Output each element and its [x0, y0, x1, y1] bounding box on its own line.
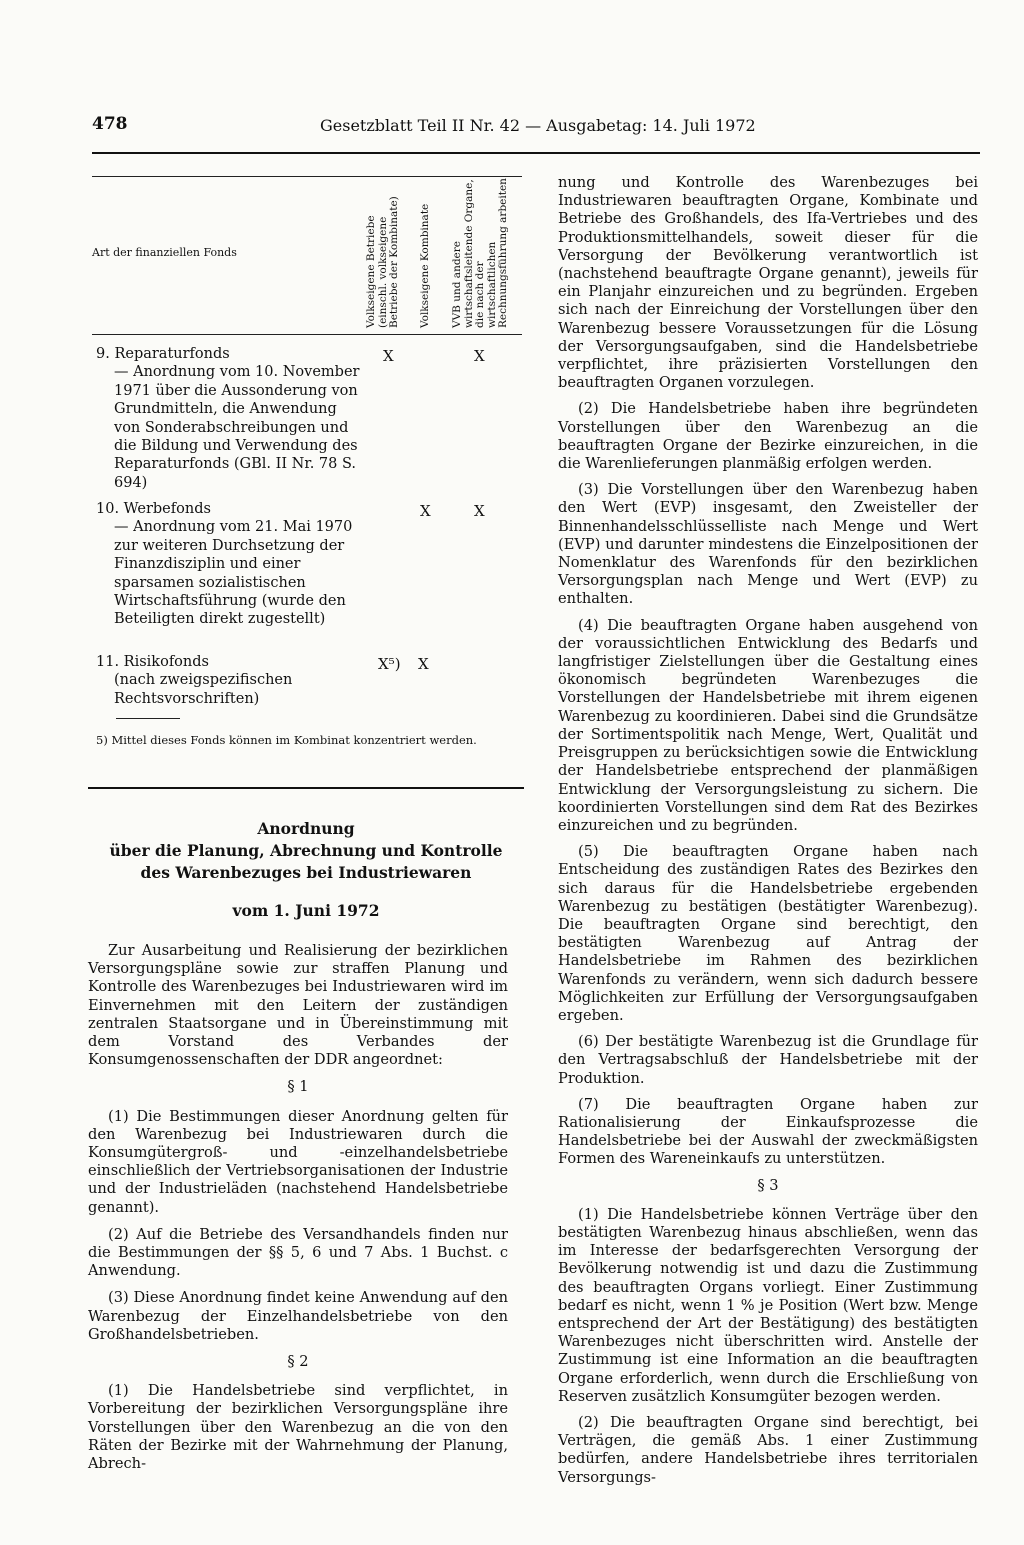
paragraph: (1) Die Handelsbetriebe können Verträge über den bestätigten Warenbezug hinaus abschließen, wenn das im Interesse der bedarfsgerechten Versorgung der Bevölkerung notwendig ist und dazu die Zustimmung des beauftragten Organs vorliegt. Einer Zustimmung bedarf es nicht, wenn 1 % je Position (Wert bzw. Menge entsprechend der Art der Bestätigung) des bestätigten Warenbezuges nicht überschritten wird. Anstelle der Zustimmung ist eine Information an die beauftragten Organe erforderlich, wenn durch die Erschließung von Reserven zusätzlich Konsumgüter bezogen werden.	[558, 1205, 978, 1405]
decree-title: Anordnung über die Planung, Abrechnung und Kontrolle des Warenbezuges bei Industriewaren	[109, 819, 503, 882]
table-mid-rule	[92, 334, 522, 335]
row-name: 11. Risikofonds	[96, 654, 209, 670]
paragraph: (3) Die Vorstellungen über den Warenbezug haben den Wert (EVP) insgesamt, den Zweisteller der Binnenhandelsschlüsselliste nach Menge und Wert (EVP) und darunter mindestens die Einzelpositionen der Nomenklatur des Warenfonds für den bezirklichen Versorgungsplan nach Menge und Wert (EVP) zu enthalten.	[558, 481, 978, 608]
paragraph: nung und Kontrolle des Warenbezuges bei Industriewaren beauftragten Organe, Kombinate und Betriebe des Großhandels, des Ifa-Vertriebes und des Produktionsmittelhandels, soweit dieser für die Versorgung der Bevölkerung verantwortlich ist (nachstehend beauftragte Organe genannt), jeweils für ein Planjahr einzureichen und zu begründen. Ergeben sich nach der Einreichung der Vorstellungen über den Warenbezug bessere Voraussetzungen für die Lösung der Versorgungsaufgaben, sind die Handelsbetriebe verpflichtet, ihre präzisierten Vorstellungen den beauftragten Organen vorzulegen.	[558, 174, 978, 392]
row-mark: X	[418, 655, 429, 673]
table-row	[96, 653, 366, 708]
paragraph: (2) Die beauftragten Organe sind berechtigt, bei Verträgen, die gemäß Abs. 1 einer Zustimmung bedürfen, andere Handelsbetriebe ihres territorialen Versorgungs-	[558, 1414, 978, 1486]
paragraph: (7) Die beauftragten Organe haben zur Rationalisierung der Einkaufsprozesse die Handelsbetriebe bei der Auswahl der zweckmäßigsten Formen des Wareneinkaufs zu unterstützen.	[558, 1095, 978, 1168]
paragraph: (4) Die beauftragten Organe haben ausgehend von der voraussichtlichen Entwicklung des Bedarfs und langfristiger Zielstellungen über die Gestaltung eines ökonomisch begründeten Warenbezuges die Vorstellungen der Handelsbetriebe mit ihrem eigenen Warenbezug zu koordinieren. Dabei sind die Grundsätze der Sortimentspolitik nach Menge, Wert, Qualität und Preisgruppen zu berücksichtigen sowie die Entwicklung der Handelsbetriebe entsprechend der planmäßigen Entwicklung der Versorgungsleistung zu sichern. Die koordinierten Vorstellungen sind dem Rat des Bezirkes einzureichen und zu begründen.	[558, 616, 978, 834]
row-mark: X	[420, 502, 431, 520]
paragraph: (2) Auf die Betriebe des Versandhandels finden nur die Bestimmungen der §§ 5, 6 und 7 Abs. 1 Buchst. c Anwendung.	[88, 1225, 508, 1280]
row-name: 9. Reparaturfonds	[96, 346, 230, 362]
column-header-3: VVB und andere wirtschaftsleitende Organe, die nach der wirtschaftlichen Rechnungsführung arbeiten	[451, 178, 509, 328]
table-top-rule	[92, 176, 522, 177]
row-detail: — Anordnung vom 21. Mai 1970 zur weiteren Durchsetzung der Finanzdisziplin und einer sparsamen sozialistischen Wirtschaftsführung (wurde den Beteiligten direkt zugestellt)	[114, 519, 353, 628]
paragraph: (5) Die beauftragten Organe haben nach Entscheidung des zuständigen Rates des Bezirkes den sich daraus für die Handelsbetriebe ergebenden Warenbezug zu bestätigen (bestätigter Warenbezug). Die beauftragten Organe sind berechtigt, den bestätigten Warenbezug auf Antrag der Handelsbetriebe im Rahmen des bezirklichen Warenfonds zu verändern, wenn sich dadurch bessere Möglichkeiten zur Erfüllung der Versorgungsaufgaben ergeben.	[558, 843, 978, 1024]
section-heading: § 1	[287, 1078, 309, 1096]
table-row	[96, 500, 366, 629]
section-rule	[88, 787, 524, 789]
section-heading: § 3	[757, 1176, 779, 1194]
page-header-title: Gesetzblatt Teil II Nr. 42 — Ausgabetag: 14. Juli 1972	[320, 116, 756, 135]
row-detail: (nach zweigspezifischen Rechtsvorschriften)	[114, 672, 293, 707]
paragraph: Zur Ausarbeitung und Realisierung der bezirklichen Versorgungspläne sowie zur straffen Planung und Kontrolle des Warenbezuges bei Industriewaren wird im Einvernehmen mit den Leitern der zuständigen zentralen Staatsorgane und in Übereinstimmung mit dem Vorstand des Verbandes der Konsumgenossenschaften der DDR angeordnet:	[88, 942, 508, 1069]
row-mark: X⁵)	[378, 655, 401, 673]
left-column-body	[88, 942, 508, 1482]
paragraph: (2) Die Handelsbetriebe haben ihre begründeten Vorstellungen über den Warenbezug an die beauftragten Organe der Bezirke einzureichen, in die die Warenlieferungen planmäßig erfolgen werden.	[558, 400, 978, 473]
column-header-2: Volkseigene Kombinate	[419, 203, 431, 328]
header-rule	[92, 152, 980, 154]
page-number: 478	[92, 114, 128, 134]
paragraph: (1) Die Handelsbetriebe sind verpflichtet, in Vorbereitung der bezirklichen Versorgungspläne ihre Vorstellungen über den Warenbezug an die von den Räten der Bezirke mit der Wahrnehmung der Planung, Abrech-	[88, 1382, 508, 1473]
right-column-body	[558, 174, 978, 1495]
column-header-1: Volkseigene Betriebe (einschl. volkseigene Betriebe der Kombinate)	[365, 196, 400, 328]
footnote: 5) Mittel dieses Fonds können im Kombinat konzentriert werden.	[96, 733, 477, 747]
paragraph: (6) Der bestätigte Warenbezug ist die Grundlage für den Vertragsabschluß der Handelsbetriebe mit der Produktion.	[558, 1033, 978, 1087]
row-mark: X	[474, 347, 485, 365]
paragraph: (1) Die Bestimmungen dieser Anordnung gelten für den Warenbezug bei Industriewaren durch die Konsumgütergroß- und -einzelhandelsbetriebe einschließlich der Vertriebsorganisationen der Industrie und der Industrieläden (nachstehend Handelsbetriebe genannt).	[88, 1107, 508, 1216]
row-detail: — Anordnung vom 10. November 1971 über die Aussonderung von Grundmitteln, die Anwendung von Sonderabschreibungen und die Bildung und Verwendung des Reparaturfonds (GBl. II Nr. 78 S. 694)	[114, 364, 360, 491]
table-column-label: Art der finanziellen Fonds	[92, 246, 237, 259]
row-name: 10. Werbefonds	[96, 501, 211, 517]
section-heading: § 2	[287, 1353, 309, 1371]
table-row	[96, 345, 366, 492]
row-mark: X	[474, 502, 485, 520]
footnote-rule	[116, 718, 180, 719]
decree-date: vom 1. Juni 1972	[232, 901, 380, 920]
paragraph: (3) Diese Anordnung findet keine Anwendung auf den Warenbezug der Einzelhandelsbetriebe von den Großhandelsbetrieben.	[88, 1289, 508, 1343]
row-mark: X	[383, 347, 394, 365]
